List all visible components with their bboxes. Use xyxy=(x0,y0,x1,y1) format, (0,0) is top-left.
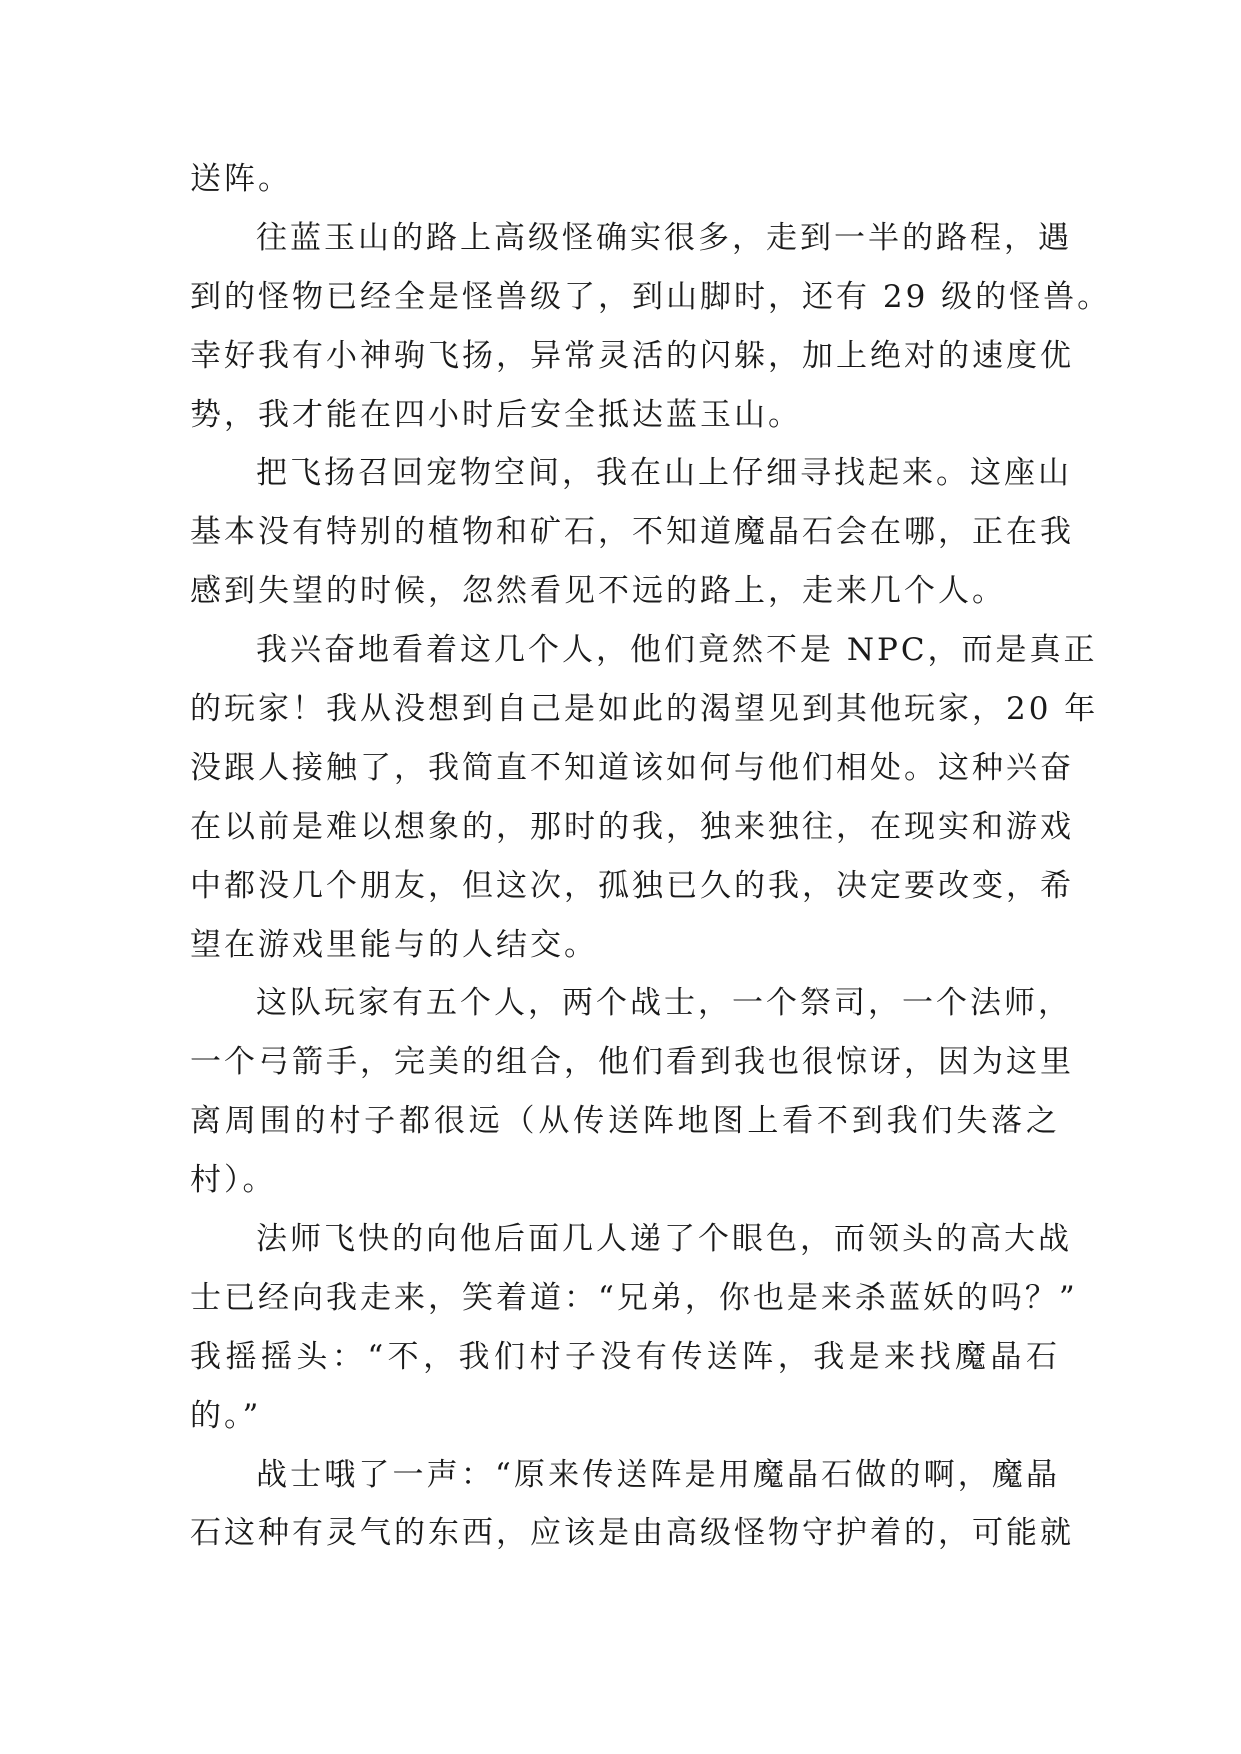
text-line: 一个弓箭手，完美的组合，他们看到我也很惊讶，因为这里 xyxy=(190,1044,1074,1081)
paragraph-first-line: 我兴奋地看着这几个人，他们竟然不是 NPC，而是真正 xyxy=(256,632,1098,669)
text-line: 幸好我有小神驹飞扬，异常灵活的闪躲，加上绝对的速度优 xyxy=(190,337,1074,374)
text-line: 离周围的村子都很远（从传送阵地图上看不到我们失落之 xyxy=(190,1103,1060,1140)
paragraph-first-line: 战士哦了一声：“原来传送阵是用魔晶石做的啊，魔晶 xyxy=(256,1456,1060,1493)
text-line: 中都没几个朋友，但这次，孤独已久的我，决定要改变，希 xyxy=(190,867,1074,904)
paragraph-first-line: 把飞扬召回宠物空间，我在山上仔细寻找起来。这座山 xyxy=(256,455,1072,492)
text-line: 基本没有特别的植物和矿石，不知道魔晶石会在哪，正在我 xyxy=(190,514,1074,551)
paragraph-first-line: 法师飞快的向他后面几人递了个眼色，而领头的高大战 xyxy=(256,1221,1072,1258)
text-line: 我摇摇头：“不，我们村子没有传送阵，我是来找魔晶石 xyxy=(190,1338,1060,1375)
document-body xyxy=(190,150,1112,1563)
text-line: 在以前是难以想象的，那时的我，独来独往，在现实和游戏 xyxy=(190,808,1074,845)
paragraph-first-line: 这队玩家有五个人，两个战士，一个祭司，一个法师， xyxy=(256,985,1072,1022)
text-line: 没跟人接触了，我简直不知道该如何与他们相处。这种兴奋 xyxy=(190,749,1074,786)
text-line: 势，我才能在四小时后安全抵达蓝玉山。 xyxy=(190,396,802,433)
text-line: 望在游戏里能与的人结交。 xyxy=(190,926,598,963)
text-line: 送阵。 xyxy=(190,161,292,197)
text-line: 村）。 xyxy=(190,1162,277,1199)
paragraph-first-line: 往蓝玉山的路上高级怪确实很多，走到一半的路程，遇 xyxy=(256,219,1072,256)
text-line: 石这种有灵气的东西，应该是由高级怪物守护着的，可能就 xyxy=(190,1515,1074,1552)
text-line: 的玩家！我从没想到自己是如此的渴望见到其他玩家，20 年 xyxy=(190,691,1099,728)
text-line: 士已经向我走来，笑着道：“兄弟，你也是来杀蓝妖的吗？” xyxy=(190,1279,1078,1316)
text-line: 到的怪物已经全是怪兽级了，到山脚时，还有 29 级的怪兽。 xyxy=(190,278,1112,315)
text-line: 感到失望的时候，忽然看见不远的路上，走来几个人。 xyxy=(190,573,1006,610)
text-line: 的。” xyxy=(190,1397,262,1434)
